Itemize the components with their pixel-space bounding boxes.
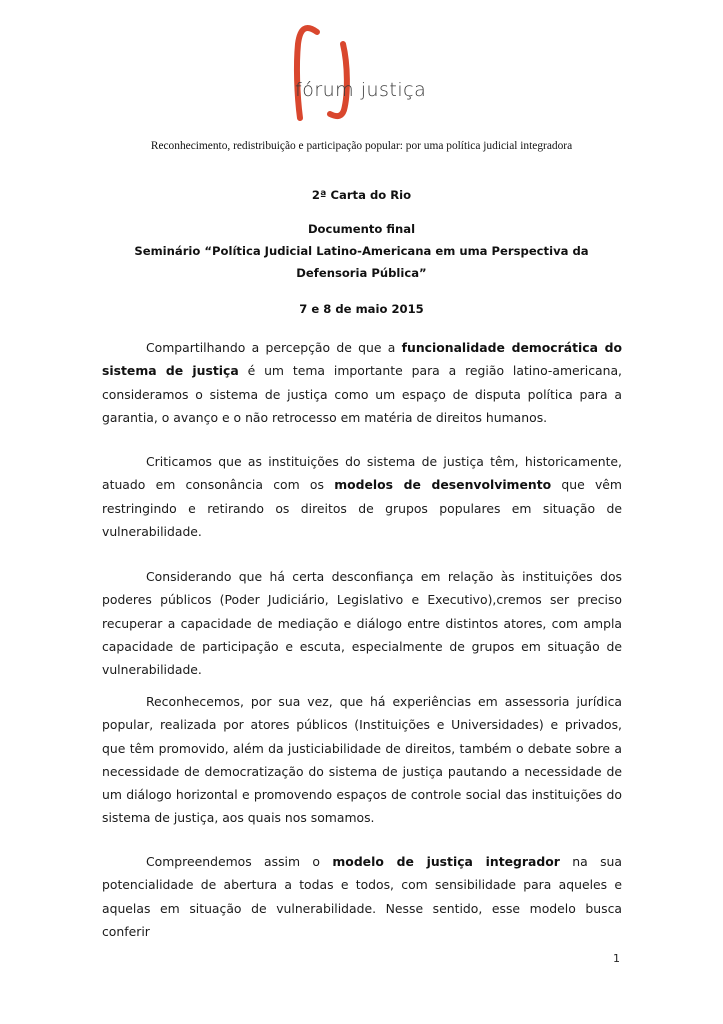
paragraph-text: na sua potencialidade de abertura a todas e todos, com sensibilidade para aqueles e aquelas em situação de vulnerabilidade. Nesse sentido, esse modelo busca conferir <box>102 854 622 939</box>
paragraph <box>102 690 622 830</box>
paragraph-text: Compartilhando a percepção de que a <box>146 340 402 355</box>
bold-emphasis: funcionalidade democrática do sistema de justiça <box>102 340 622 379</box>
bold-emphasis: modelos de desenvolvimento <box>334 477 552 493</box>
bracket-logo-icon <box>270 10 470 125</box>
page-number: 1 <box>613 952 620 965</box>
paragraph-text: Compreendemos assim o <box>146 854 333 869</box>
paragraph <box>102 336 622 429</box>
paragraph <box>102 565 622 681</box>
seminar-title-line2: Defensoria Pública” <box>296 266 427 280</box>
forum-justica-logo <box>270 10 470 125</box>
paragraph-text: Criticamos que as instituições do sistema de justiça têm, historicamente, atuado em consonância com os <box>102 454 622 493</box>
bold-emphasis: modelo de justiça integrador <box>332 854 560 869</box>
letter-title: 2ª Carta do Rio <box>311 188 412 202</box>
event-date: 7 e 8 de maio 2015 <box>299 302 424 316</box>
paragraph <box>102 850 622 943</box>
paragraph-text: Considerando que há certa desconfiança em relação às instituições dos poderes públicos (Poder Judiciário, Legislativo e Executivo),cremos ser preciso recuperar a capacidade de mediação e diálogo entre distintos atores, com ampla capacidade de participação e escuta, especialmente de grupos em situação de vulnerabilidade. <box>102 569 622 678</box>
logo-text: fórum justiça <box>295 79 427 101</box>
tagline: Reconhecimento, redistribuição e participação popular: por uma política judicial integradora <box>150 140 573 152</box>
seminar-title-line1: Seminário “Política Judicial Latino-Americana em uma Perspectiva da <box>134 244 589 258</box>
paragraph-text: que vêm restringindo e retirando os direitos de grupos populares em situação de vulnerabilidade. <box>102 477 622 539</box>
paragraph <box>102 450 622 543</box>
paragraph-text: Reconhecemos, por sua vez, que há experiências em assessoria jurídica popular, realizada por atores públicos (Instituições e Universidades) e privados, que têm promovido, além da justiciabilidade de direitos, também o debate sobre a necessidade de democratização do sistema de justiça pautando a necessidade de um diálogo horizontal e promovendo espaços de controle social das instituições do sistema de justiça, aos quais nos somamos. <box>102 694 622 826</box>
document-type: Documento final <box>307 222 416 236</box>
paragraph-text: é um tema importante para a região latino-americana, consideramos o sistema de justiça como um espaço de disputa política para a garantia, o avanço e o não retrocesso em matéria de direitos humanos. <box>102 363 622 425</box>
